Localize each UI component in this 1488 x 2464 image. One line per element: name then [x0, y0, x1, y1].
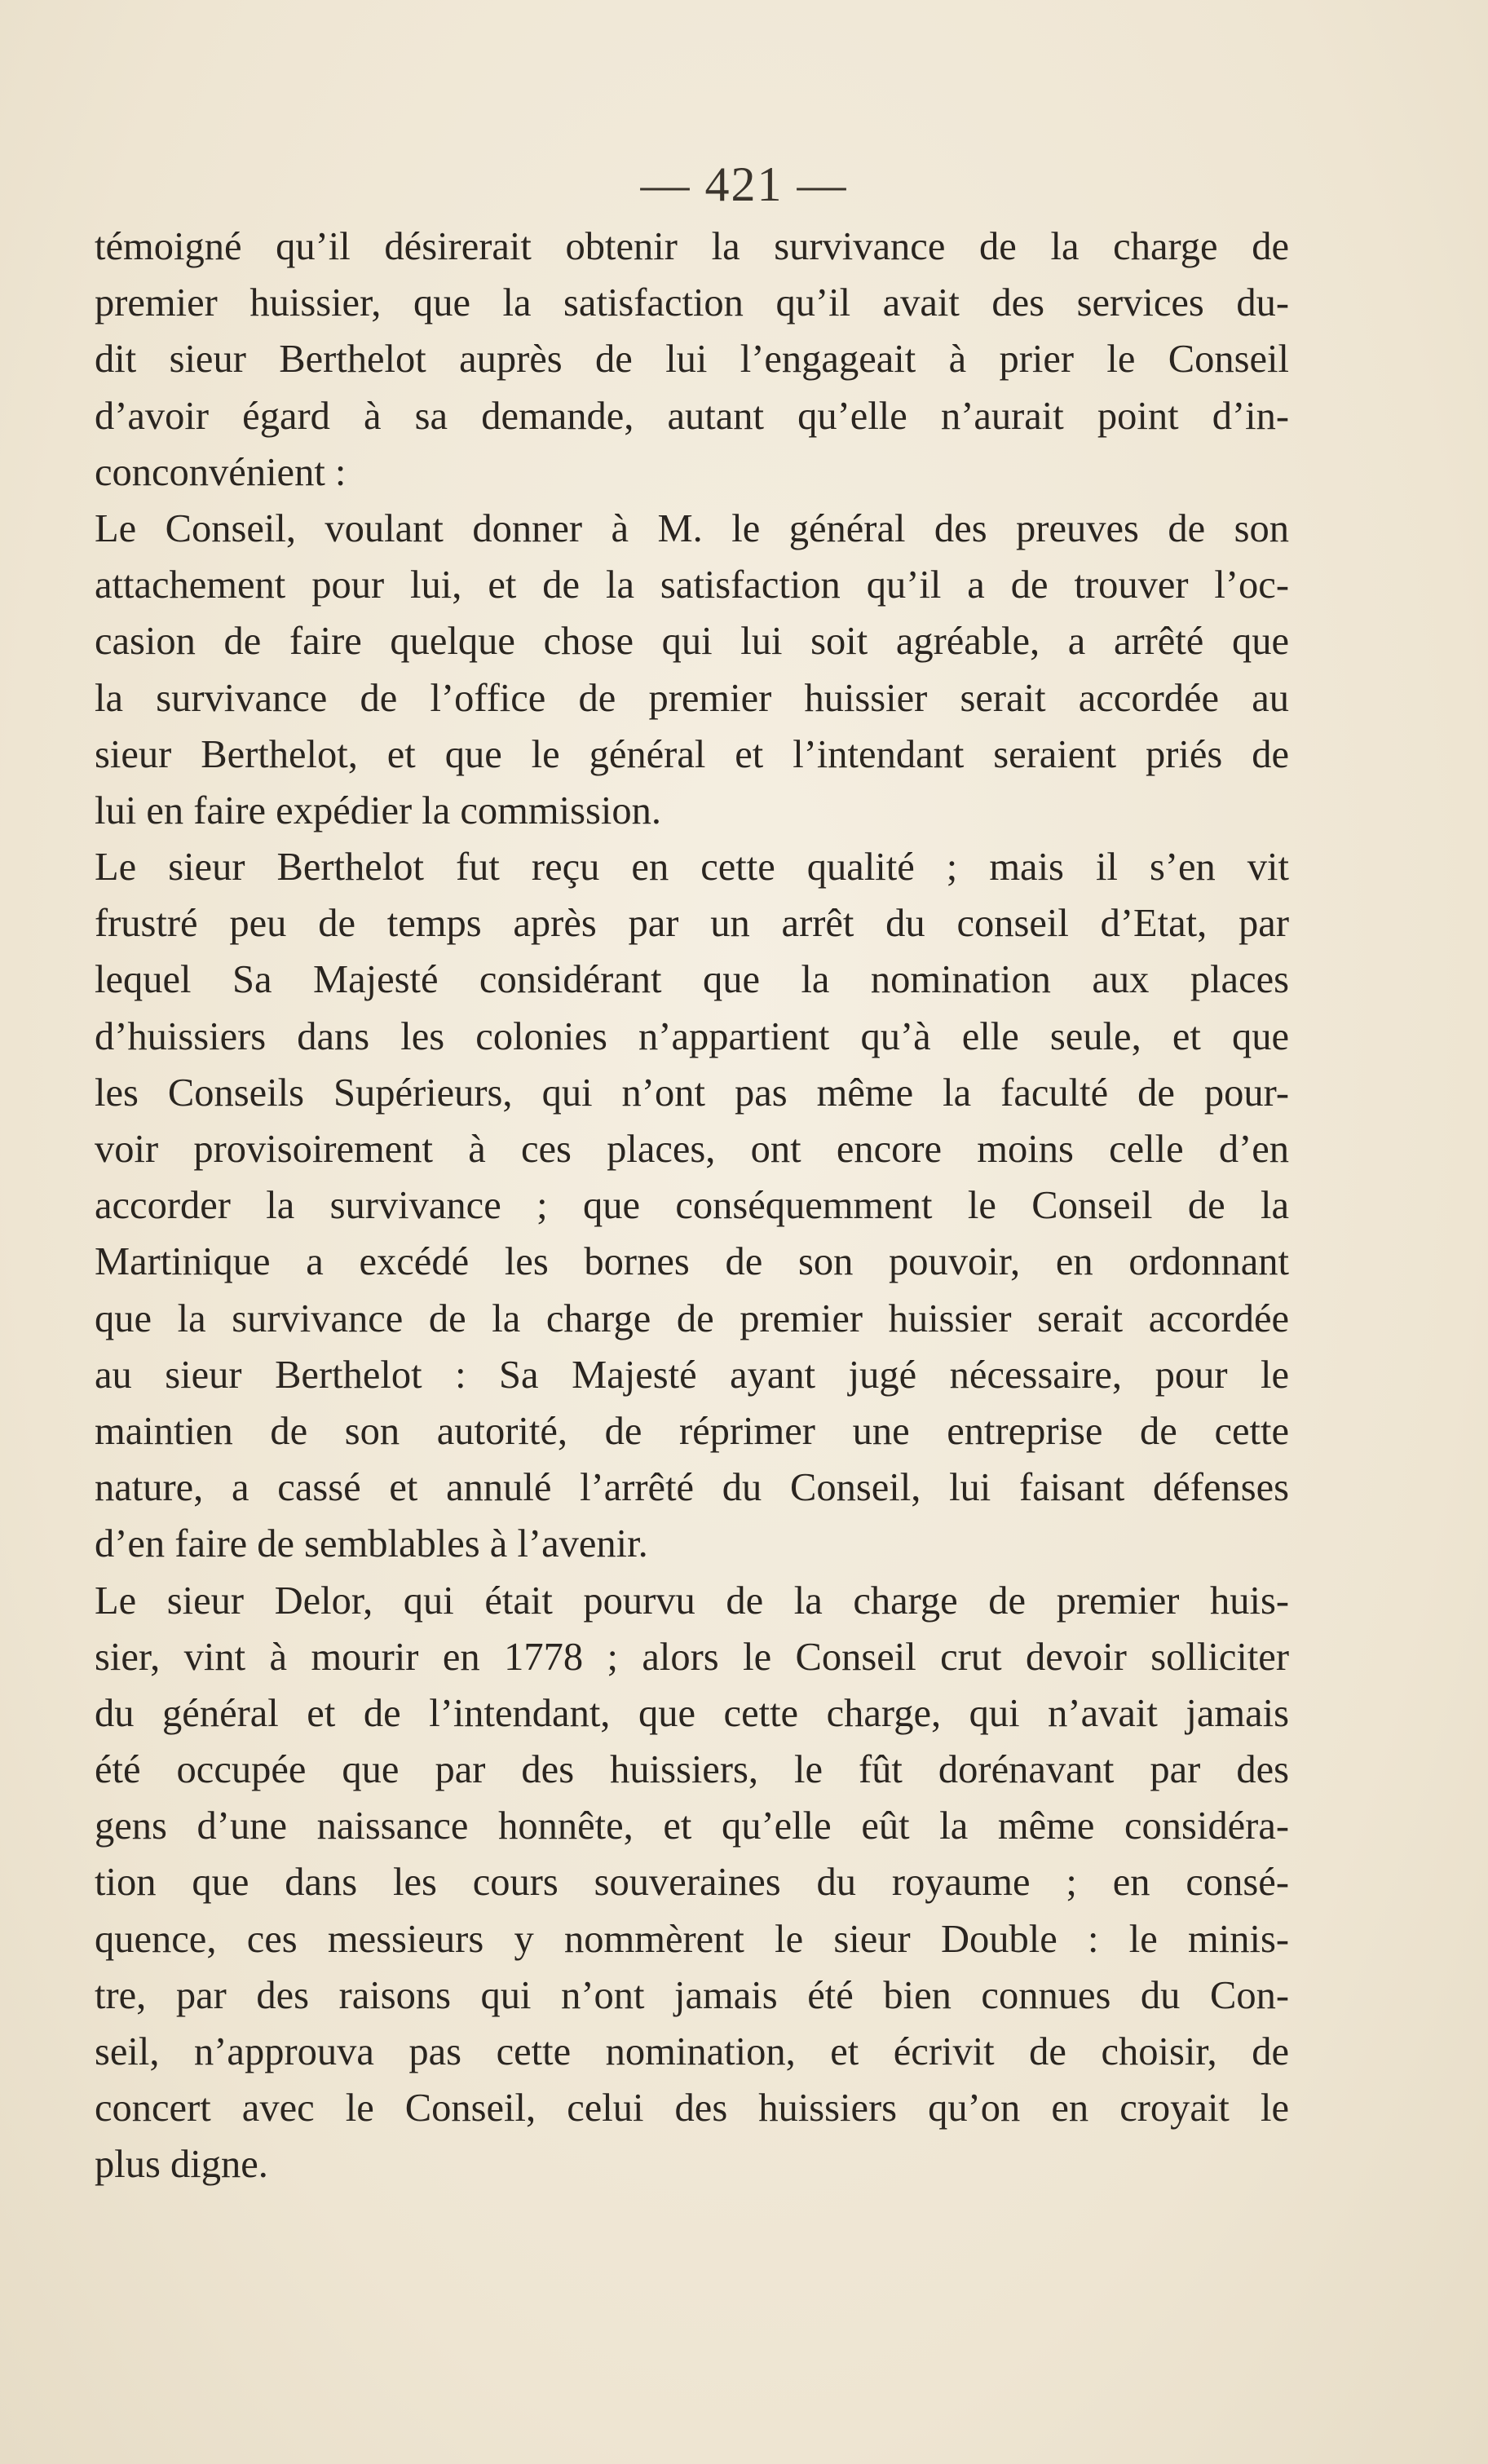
text-line: Le sieur Berthelot fut reçu en cette qualité ; mais il s’en vit: [95, 846, 1289, 890]
text-line: accorder la survivance ; que conséquemment le Conseil de la: [95, 1184, 1289, 1228]
text-line: gens d’une naissance honnête, et qu’elle eût la même considéra-: [95, 1804, 1289, 1848]
page-number: — 421 —: [640, 157, 848, 211]
text-line: Le Conseil, voulant donner à M. le général des preuves de son: [95, 506, 1289, 550]
text-line: d’avoir égard à sa demande, autant qu’elle n’aurait point d’in-: [95, 394, 1289, 438]
text-line: lui en faire expédier la commission.: [95, 788, 661, 832]
text-line: voir provisoirement à ces places, ont encore moins celle d’en: [95, 1128, 1289, 1171]
text-line: lequel Sa Majesté considérant que la nomination aux places: [95, 958, 1289, 1002]
text-line: tre, par des raisons qui n’ont jamais été bien connues du Con-: [95, 1973, 1289, 2017]
text-line: les Conseils Supérieurs, qui n’ont pas même la faculté de pour-: [95, 1071, 1289, 1115]
text-line: casion de faire quelque chose qui lui soit agréable, a arrêté que: [95, 620, 1289, 664]
text-line: premier huissier, que la satisfaction qu’il avait des services du-: [95, 281, 1289, 325]
text-line: plus digne.: [95, 2143, 268, 2187]
text-line: d’huissiers dans les colonies n’appartient qu’à elle seule, et que: [95, 1014, 1289, 1058]
text-line: été occupée que par des huissiers, le fût dorénavant par des: [95, 1748, 1289, 1792]
text-line: dit sieur Berthelot auprès de lui l’engageait à prier le Conseil: [95, 338, 1289, 382]
text-line: seil, n’approuva pas cette nomination, et écrivit de choisir, de: [95, 2030, 1289, 2073]
text-line: d’en faire de semblables à l’avenir.: [95, 1522, 648, 1566]
text-line: attachement pour lui, et de la satisfaction qu’il a de trouver l’oc-: [95, 563, 1289, 607]
page-body-text: [95, 219, 1289, 2193]
text-line: la survivance de l’office de premier huissier serait accordée au: [95, 676, 1289, 720]
text-line: que la survivance de la charge de premier huissier serait accordée: [95, 1296, 1289, 1340]
text-line: Martinique a excédé les bornes de son pouvoir, en ordonnant: [95, 1240, 1289, 1284]
text-line: concert avec le Conseil, celui des huissiers qu’on en croyait le: [95, 2086, 1289, 2131]
text-line: tion que dans les cours souveraines du royaume ; en consé-: [95, 1861, 1289, 1905]
text-line: au sieur Berthelot : Sa Majesté ayant jugé nécessaire, pour le: [95, 1353, 1289, 1397]
text-line: sier, vint à mourir en 1778 ; alors le Conseil crut devoir solliciter: [95, 1635, 1289, 1679]
text-line: sieur Berthelot, et que le général et l’intendant seraient priés de: [95, 732, 1289, 776]
text-line: frustré peu de temps après par un arrêt du conseil d’Etat, par: [95, 902, 1289, 946]
text-line: conconvénient :: [95, 450, 347, 494]
text-line: du général et de l’intendant, que cette charge, qui n’avait jamais: [95, 1691, 1289, 1735]
text-line: nature, a cassé et annulé l’arrêté du Conseil, lui faisant défenses: [95, 1466, 1289, 1510]
text-line: quence, ces messieurs y nommèrent le sieur Double : le minis-: [95, 1917, 1289, 1961]
text-line: Le sieur Delor, qui était pourvu de la charge de premier huis-: [95, 1579, 1289, 1623]
text-line: maintien de son autorité, de réprimer une entreprise de cette: [95, 1409, 1289, 1453]
text-line: témoigné qu’il désirerait obtenir la survivance de la charge de: [95, 225, 1289, 268]
